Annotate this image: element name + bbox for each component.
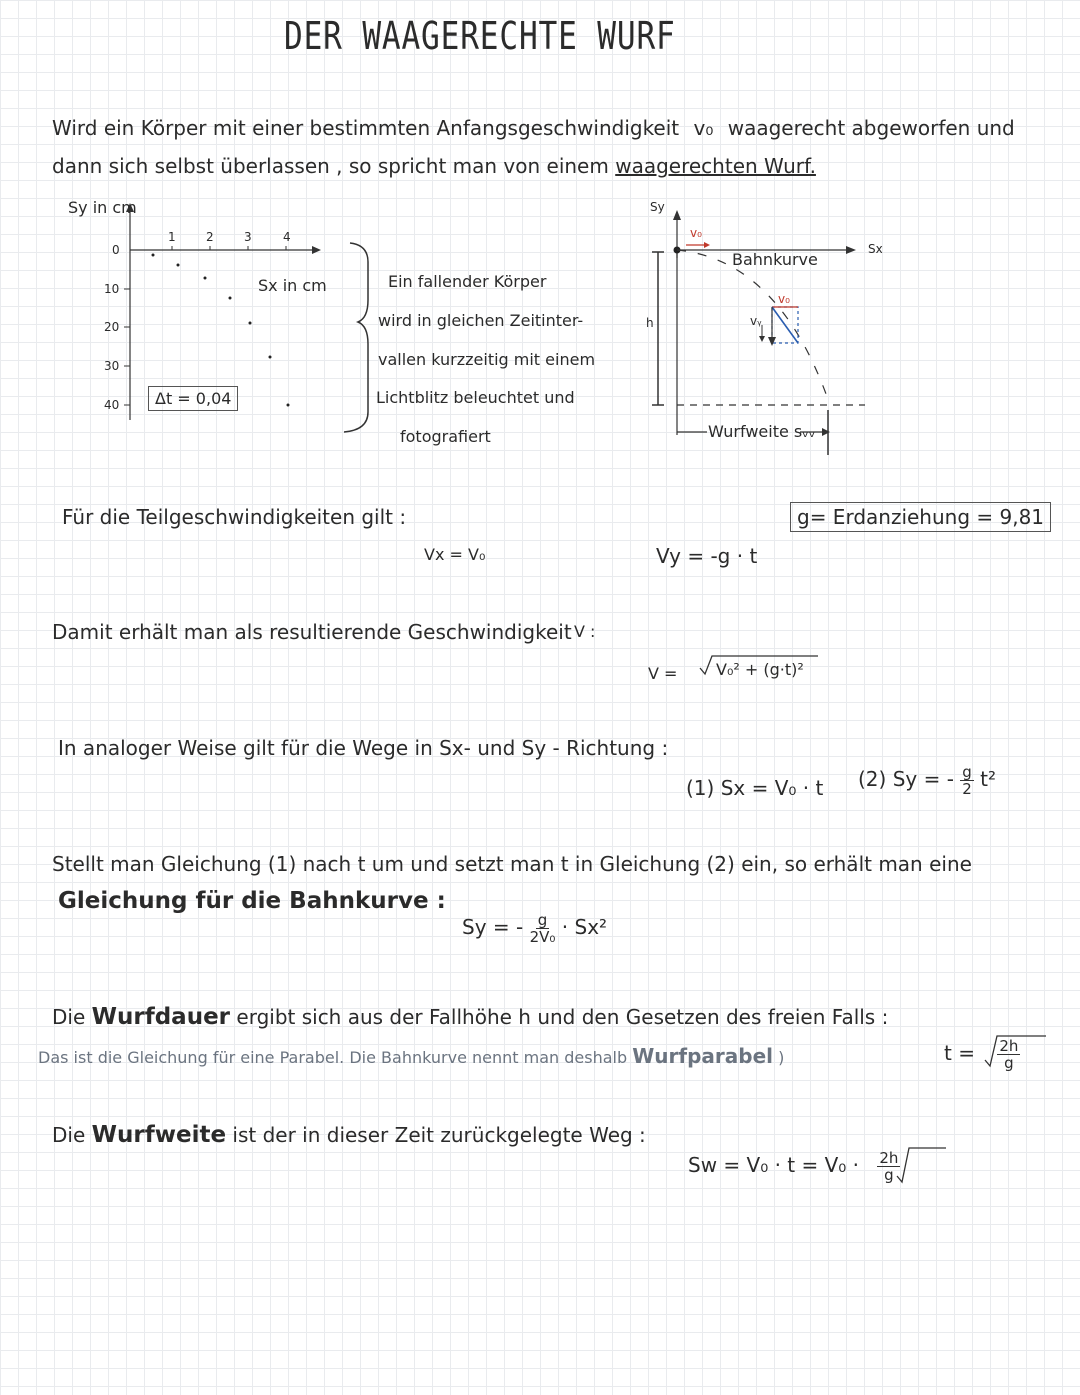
dot [229,297,232,300]
range-num: 2h [879,1149,899,1167]
curve-rhs: · Sx² [561,915,608,939]
partial-label: Für die Teilgeschwindigkeiten gilt : [62,505,407,529]
graph-y-label: Sy in cm [68,198,137,217]
range-bold: Wurfweite [91,1122,227,1148]
range-fraction [877,1150,900,1183]
duration-pre: Die [52,1005,86,1029]
duration-bold: Wurfdauer [91,1004,231,1030]
y-tick-20: 20 [104,320,120,334]
resultant-v: V : [574,622,596,641]
eq1: (1) Sx = V₀ · t [686,776,824,800]
dt-box: Δt = 0,04 [148,386,238,411]
note-line-2: wird in gleichen Zeitinter- [378,311,584,330]
resultant-rhs: V₀² + (g·t)² [716,660,804,679]
curve-den: 2V₀ [529,928,556,946]
diag-vx-label: v₀ [778,292,790,306]
diag-range-label: Wurfweite sᵥᵥ [708,422,816,441]
y-tick-0: 0 [112,243,120,257]
eq2 [858,764,996,797]
note-line-1: Ein fallender Körper [388,272,547,291]
gravity-box: g= Erdanziehung = 9,81 [790,502,1051,532]
paths-label: In analoger Weise gilt für die Wege in Sx- und Sy - Richtung : [58,736,669,760]
range-pre: Die [52,1123,86,1147]
t-den: g [1004,1054,1014,1072]
range-lhs: Sw = V₀ · t = V₀ · [688,1153,860,1177]
vy-eq: Vy = -g · t [656,544,758,568]
duration-post: ergibt sich aus der Fallhöhe h und den Gesetzen des freien Falls : [236,1005,889,1029]
brace [344,243,368,432]
eq2-den: 2 [962,780,972,798]
curve-formula [462,912,607,945]
curve-fraction [530,912,556,945]
t-num: 2h [999,1037,1019,1055]
diag-sy-label: Sy [650,200,665,214]
resultant-label: Damit erhält man als resultierende Geschwindigkeit [52,620,572,644]
eq2-fraction [960,764,974,797]
note-line-5: fotografiert [400,427,491,446]
x-tick-4: 4 [283,230,291,244]
x-tick-1: 1 [168,230,176,244]
range-line [52,1122,646,1148]
t-formula [944,1038,1020,1071]
parabola-line [38,1044,784,1068]
resultant-lhs: V = [648,664,678,683]
dot [177,264,180,267]
diag-v0-label: v₀ [690,226,702,240]
diag-sx-label: Sx [868,242,883,256]
intro-text-end: waagerecht abgeworfen und [727,116,1015,140]
range-den: g [884,1166,894,1184]
note-line-3: vallen kurzzeitig mit einem [378,350,596,369]
curve-num: g [537,911,548,929]
y-tick-40: 40 [104,398,120,412]
graph-x-label: Sx in cm [258,276,327,295]
range-formula [688,1150,900,1183]
y-tick-30: 30 [104,359,120,373]
duration-line [52,1004,888,1030]
v0-vector: v₀ [693,116,714,140]
curve-lhs: Sy = - [462,915,524,939]
parabola-pre: Das ist die Gleichung für eine Parabel. Die Bahnkurve nennt man deshalb [38,1048,628,1067]
x-tick-3: 3 [244,230,252,244]
curve-line2: Gleichung für die Bahnkurve : [58,888,446,914]
dot [204,277,207,280]
dot [269,356,272,359]
range-post: ist der in dieser Zeit zurückgelegte Weg : [232,1123,646,1147]
curve-line1: Stellt man Gleichung (1) nach t um und setzt man t in Gleichung (2) ein, so erhält man eine [52,852,972,876]
dot [249,322,252,325]
intro-text-2a: dann sich selbst überlassen , so spricht man von einem [52,154,609,178]
page-title: DER WAAGERECHTE WURF [284,14,676,58]
intro-text: Wird ein Körper mit einer bestimmten Anfangsgeschwindigkeit [52,116,680,140]
y-tick-10: 10 [104,282,120,296]
note-line-4: Lichtblitz beleuchtet und [376,388,575,407]
eq2-lhs: (2) Sy = - [858,767,954,791]
eq2-rhs: t² [980,767,997,791]
vx-eq: Vx = V₀ [424,545,486,564]
t-fraction [997,1038,1020,1071]
parabola-bold: Wurfparabel [632,1044,773,1068]
diag-curve-label: Bahnkurve [732,250,818,269]
diag-vy-label: vᵧ [750,314,762,328]
eq2-num: g [962,763,972,781]
x-arrow [312,246,321,254]
parabola-post: ) [778,1048,785,1067]
t-lhs: t = [944,1041,975,1065]
dot [287,404,290,407]
x-tick-2: 2 [206,230,214,244]
diag-h-label: h [646,316,654,330]
intro-text-2b: waagerechten Wurf. [615,154,816,178]
dot [152,254,155,257]
